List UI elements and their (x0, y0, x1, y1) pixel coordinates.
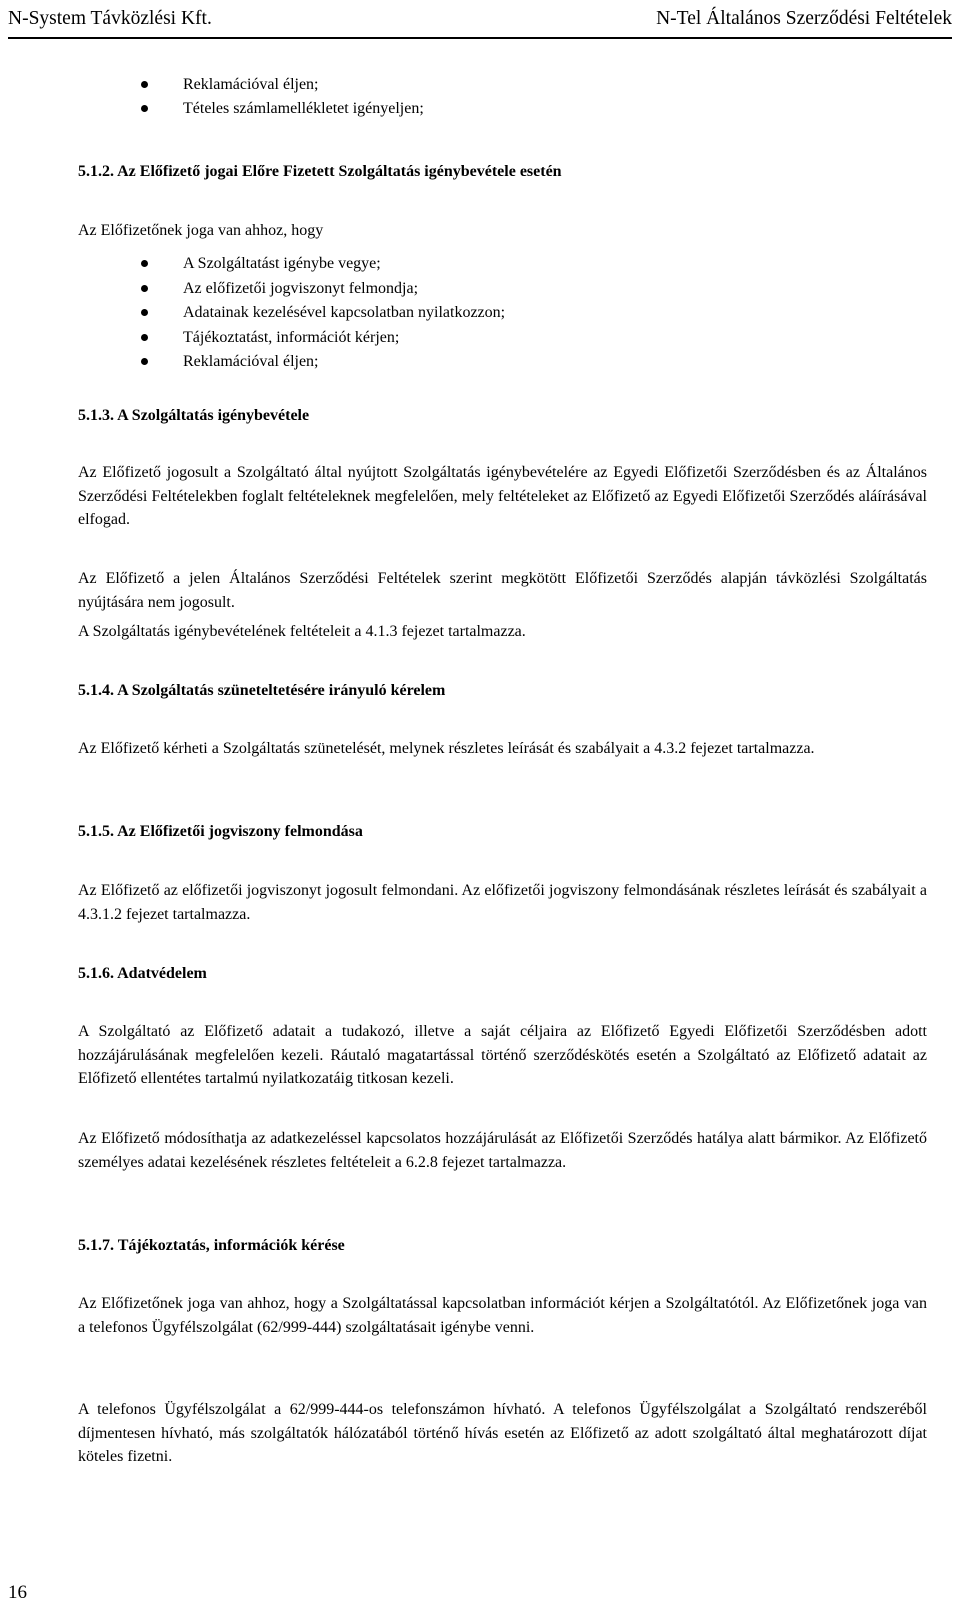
paragraph-text: A Szolgáltatás igénybevételének feltételeit a 4.1.3 fejezet tartalmazza. (78, 623, 526, 640)
paragraph-text: Az Előfizető jogosult a Szolgáltató által nyújtott Szolgáltatás igénybevételére az Egyedi Előfizetői Szerződésben és az Általános Szerződési Feltételekben foglalt feltételeknek megfelelően, mely feltételeket az Előfizető az Egyedi Előfizetői Szerződés aláírásával elfogad. (78, 464, 927, 528)
section-heading-5-1-4 (78, 679, 927, 703)
paragraph (78, 879, 927, 926)
paragraph (78, 1020, 927, 1091)
section-title: Az Előfizető jogai Előre Fizetett Szolgáltatás igénybevétele esetén (117, 163, 562, 180)
header-document-title: N-Tel Általános Szerződési Feltételek (656, 8, 952, 29)
section-number: 5.1.4. (78, 682, 114, 699)
paragraph (78, 219, 927, 243)
paragraph (78, 567, 927, 614)
section-number: 5.1.6. (78, 965, 114, 982)
paragraph-text: A telefonos Ügyfélszolgálat a 62/999-444-os telefonszámon hívható. A telefonos Ügyfélszolgálat a Szolgáltató rendszeréből díjmentesen hívható, más szolgáltatók hálózatából történő hívás esetén az Előfizető az adott szolgáltató által meghatározott díjat köteles fizetni. (78, 1401, 927, 1465)
section-title: A Szolgáltatás szüneteltetésére irányuló kérelem (117, 682, 446, 699)
list-item: Reklamációval éljen; (77, 73, 927, 97)
paragraph (78, 461, 927, 532)
section-heading-5-1-5 (78, 820, 927, 844)
paragraph (78, 1127, 927, 1174)
section-heading-5-1-7 (78, 1234, 927, 1258)
paragraph-text: A Szolgáltató az Előfizető adatait a tudakozó, illetve a saját céljaira az Előfizető Egyedi Előfizetői Szerződésben adott hozzájárulásának megfelelően kezeli. Ráutaló magatartással történő szerződéskötés esetén a Szolgáltató az Előfizető adatait az Előfizető ellentétes tartalmú nyilatkozatáig titkosan kezeli. (78, 1023, 927, 1087)
page-header (8, 6, 952, 36)
paragraph (78, 1292, 927, 1339)
paragraph (78, 620, 927, 644)
top-bullet-list (78, 73, 927, 120)
section-title: Tájékoztatás, információk kérése (117, 1237, 345, 1254)
paragraph-text: Az Előfizetőnek joga van ahhoz, hogy a Szolgáltatással kapcsolatban információt kérjen a Szolgáltatótól. Az Előfizetőnek joga van a telefonos Ügyfélszolgálat (62/999-444) szolgáltatásait igénybe venni. (78, 1295, 927, 1336)
list-item: Az előfizetői jogviszonyt felmondja; (77, 277, 927, 302)
section-heading-5-1-2 (78, 160, 927, 184)
header-company: N-System Távközlési Kft. (8, 8, 212, 29)
section-number: 5.1.3. (78, 407, 114, 424)
section-heading-5-1-3 (78, 404, 927, 428)
paragraph-text: Az Előfizető a jelen Általános Szerződési Feltételek szerint megkötött Előfizetői Szerződés alapján távközlési Szolgáltatás nyújtására nem jogosult. (78, 570, 927, 611)
section-title: Az Előfizetői jogviszony felmondása (117, 823, 363, 840)
paragraph (78, 1398, 927, 1469)
section-number: 5.1.7. (78, 1237, 114, 1254)
paragraph-text: Az Előfizető kérheti a Szolgáltatás szünetelését, melynek részletes leírását és szabályait a 4.3.2 fejezet tartalmazza. (78, 740, 815, 757)
section-title: Adatvédelem (117, 965, 207, 982)
section-heading-5-1-6 (78, 962, 927, 986)
page-number: 16 (8, 1582, 27, 1603)
list-item: Tájékoztatást, információt kérjen; (77, 326, 927, 351)
rights-bullet-list (78, 252, 927, 375)
section-number: 5.1.2. (78, 163, 114, 180)
paragraph-text: Az Előfizető módosíthatja az adatkezeléssel kapcsolatos hozzájárulását az Előfizetői Szerződés hatálya alatt bármikor. Az Előfizető személyes adatai kezelésének részletes feltételeit a 6.2.8 fejezet tartalmazza. (78, 1130, 927, 1171)
intro-text: Az Előfizetőnek joga van ahhoz, hogy (78, 222, 324, 239)
list-item: Reklamációval éljen; (77, 350, 927, 375)
section-number: 5.1.5. (78, 823, 114, 840)
list-item: Tételes számlamellékletet igényeljen; (77, 97, 927, 121)
header-rule (8, 37, 952, 39)
list-item: A Szolgáltatást igénybe vegye; (77, 252, 927, 277)
list-item: Adatainak kezelésével kapcsolatban nyilatkozzon; (77, 301, 927, 326)
section-title: A Szolgáltatás igénybevétele (117, 407, 310, 424)
paragraph (78, 737, 927, 761)
paragraph-text: Az Előfizető az előfizetői jogviszonyt jogosult felmondani. Az előfizetői jogviszony felmondásának részletes leírását és szabályait a 4.3.1.2 fejezet tartalmazza. (78, 882, 927, 923)
